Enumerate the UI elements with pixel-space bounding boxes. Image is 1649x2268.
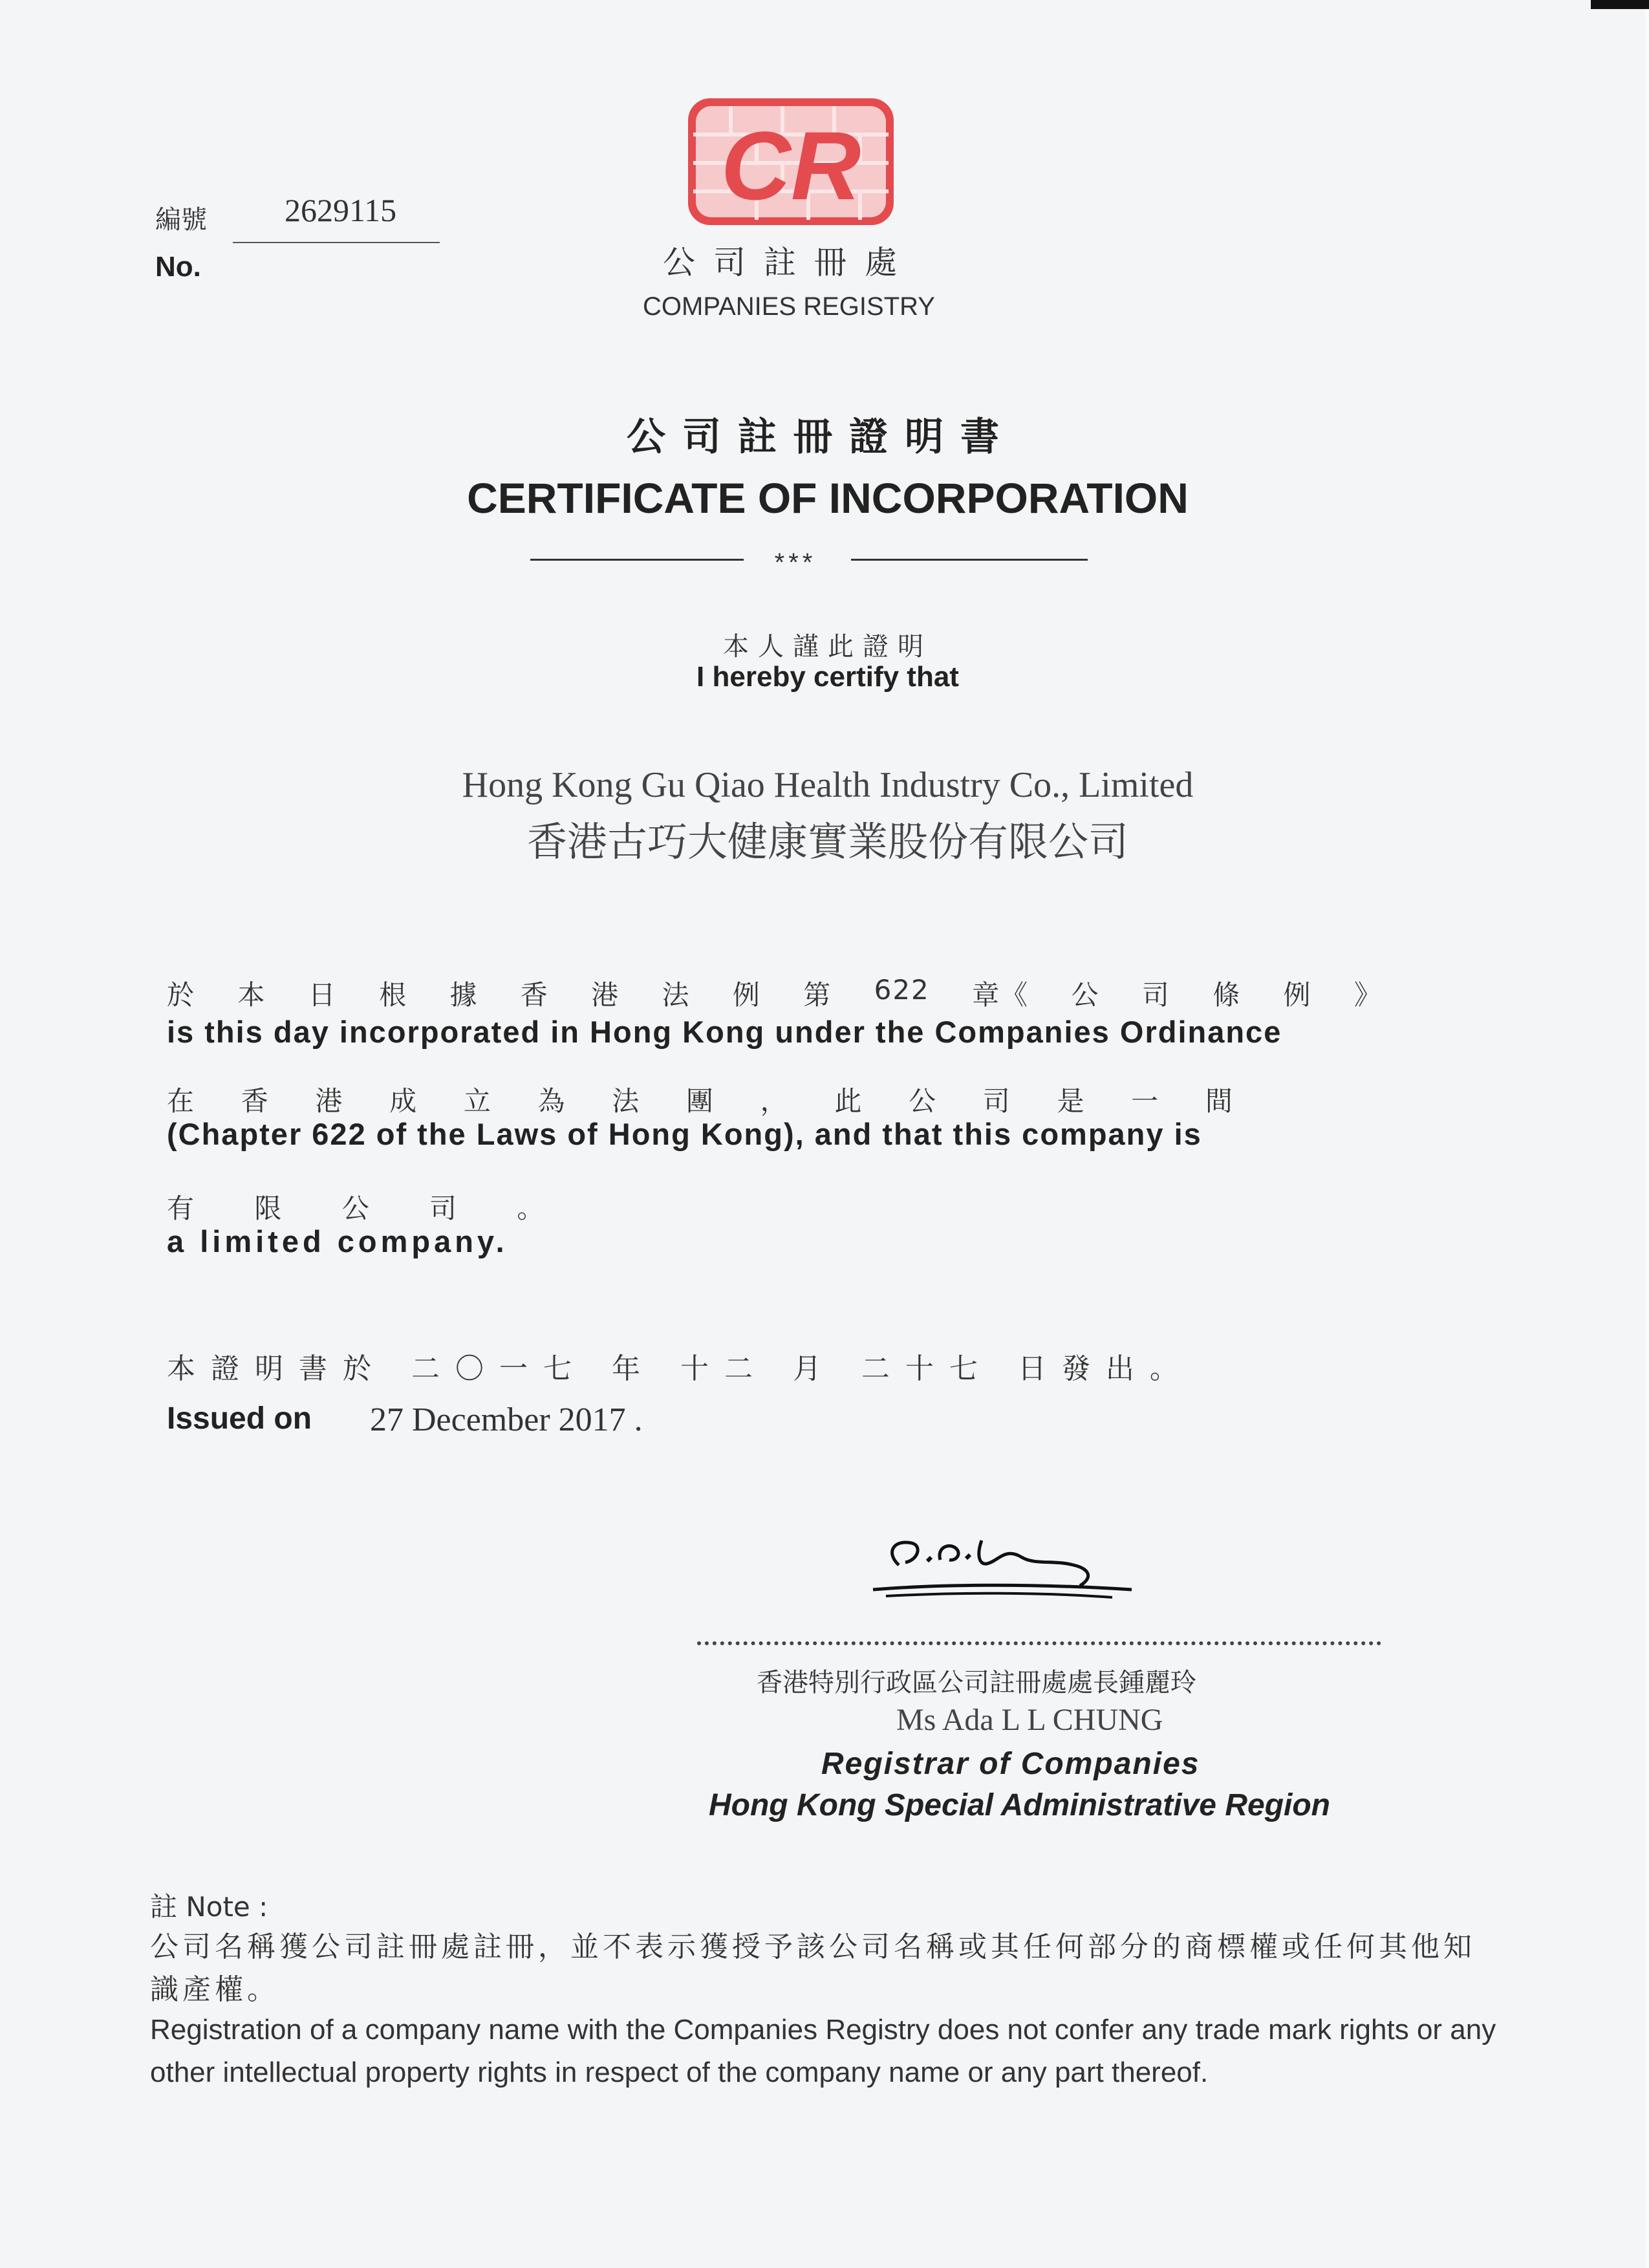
note-text-zh: 公司名稱獲公司註冊處註冊，並不表示獲授予該公司名稱或其任何部分的商標權或任何其他知識產權。 <box>150 1930 1476 2006</box>
body-line3-en: a limited company. <box>167 1224 508 1258</box>
body-line2-en: (Chapter 622 of the Laws of Hong Kong), and that this company is <box>167 1117 1202 1151</box>
company-name-zh: 香港古巧大健康實業股份有限公司 <box>526 818 1128 865</box>
divider-ornament: *** <box>774 548 817 577</box>
companies-registry-logo <box>685 96 896 228</box>
note-label: 註 Note : <box>150 1891 268 1923</box>
number-label-en: No. <box>155 251 201 283</box>
certificate-title-zh: 公司註冊證明書 <box>627 415 1016 460</box>
issued-label: Issued on <box>167 1401 312 1436</box>
certify-text-en: I hereby certify that <box>696 661 959 693</box>
note-text-en: Registration of a company name with the Companies Registry does not confer any trade mark rights or any other intellectual property rights in respect of the company name or any part thereof. <box>150 2014 1496 2088</box>
body-line1-zh: 於 本 日 根 據 香 港 法 例 第 622 章《 公 司 條 例 》 <box>167 974 1383 1011</box>
registrar-region-en: Hong Kong Special Administrative Region <box>709 1788 1330 1822</box>
issued-date: 27 December 2017 . <box>370 1401 643 1438</box>
registry-name-zh: 公司註冊處 <box>663 244 915 281</box>
certificate-title-en: CERTIFICATE OF INCORPORATION <box>467 474 1189 522</box>
page-edge <box>1645 0 1649 2268</box>
signature-dotted-line <box>697 1641 1381 1645</box>
certificate-number: 2629115 <box>233 191 440 243</box>
registry-name-en: COMPANIES REGISTRY <box>643 292 935 321</box>
registrar-signature <box>860 1528 1145 1612</box>
certify-text-zh: 本人謹此證明 <box>723 632 932 662</box>
issued-text-zh: 本證明書於 二〇一七 年 十二 月 二十七 日發出。 <box>167 1352 1194 1385</box>
number-label-zh: 編號 <box>155 205 207 235</box>
divider-right <box>851 559 1088 561</box>
divider-left <box>530 559 744 561</box>
registrar-title-zh: 香港特別行政區公司註冊處處長鍾麗玲 <box>757 1668 1196 1698</box>
scan-edge-mark <box>1591 0 1649 9</box>
registrar-name: Ms Ada L L CHUNG <box>896 1703 1163 1737</box>
registrar-title-en: Registrar of Companies <box>821 1747 1200 1781</box>
company-name-en: Hong Kong Gu Qiao Health Industry Co., Limited <box>462 765 1194 805</box>
logo-text: CR <box>720 111 861 220</box>
body-line2-zh: 在 香 港 成 立 為 法 團 ， 此 公 司 是 一 間 <box>167 1085 1234 1117</box>
body-line3-zh: 有 限 公 司 。 <box>167 1193 570 1224</box>
body-line1-en: is this day incorporated in Hong Kong under the Companies Ordinance <box>167 1015 1282 1049</box>
